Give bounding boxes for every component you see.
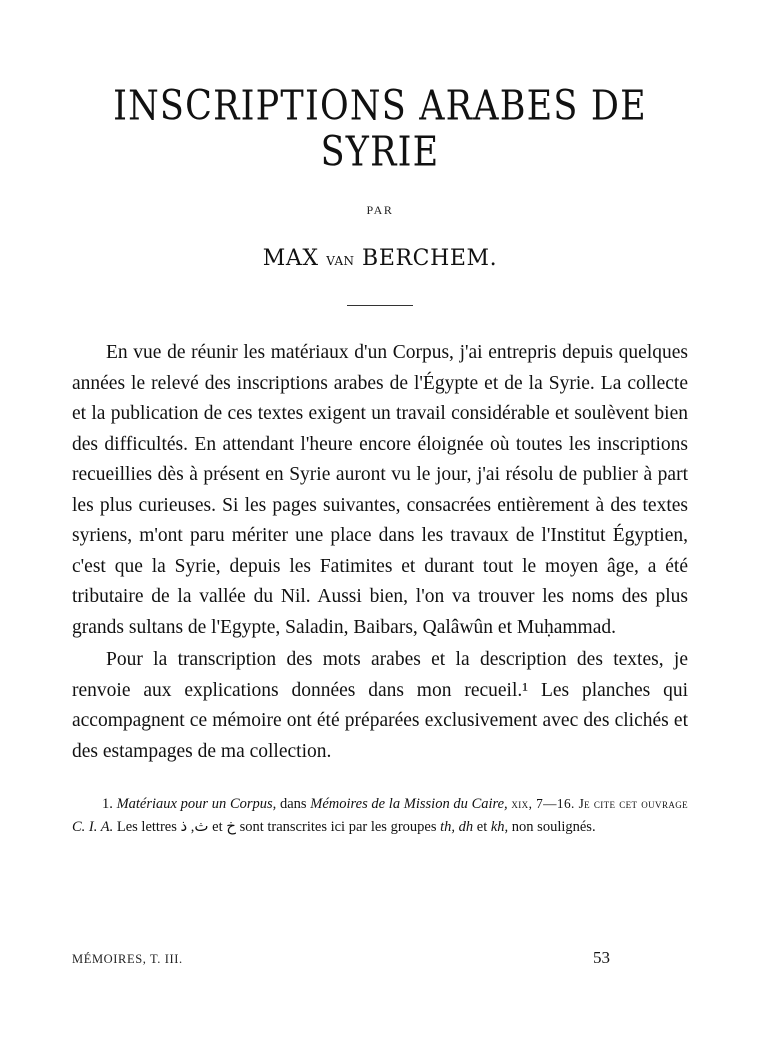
footnote-italic-kh: kh,	[490, 819, 509, 835]
footnote-text-4: sont transcrites ici par les groupes	[239, 819, 437, 835]
body-text	[72, 338, 688, 767]
byline-label: PAR	[366, 203, 394, 217]
page-content	[72, 84, 688, 838]
footnote-italic-th-dh: th, dh	[440, 819, 474, 835]
footnote-number: 1.	[102, 796, 113, 812]
footnote-text-6: non soulignés.	[511, 819, 596, 835]
title-divider	[347, 305, 413, 306]
footnote-text-et: et	[212, 819, 223, 835]
footer-series-label: MÉMOIRES, T. III.	[72, 952, 183, 966]
paragraph-1: En vue de réunir les matériaux d'un Corpus, j'ai entrepris depuis quelques années le relevé des inscriptions arabes de l'Égypte et de la Syrie. La collecte et la publication de ces textes exigent un travail considérable et soulèvent bien des difficultés. En attendant l'heure encore éloignée où toutes les inscriptions recueillies dès à présent en Syrie auront vu le jour, j'ai résolu de publier à part les plus curieuses. Si les pages suivantes, consacrées entièrement à des textes syriens, m'ont paru mériter une place dans les travaux de l'Institut Égyptien, c'est que la Syrie, depuis les Fatimites et durant tout le moyen âge, a été tributaire de la vallée du Nil. Aussi bien, l'on va trouver les noms des plus grands sultans de l'Egypte, Saladin, Baibars, Qalâwûn et Muḥammad.	[72, 342, 688, 638]
footnote-text-1: dans	[279, 796, 307, 812]
arabic-letter-dhal: ذ	[180, 817, 188, 835]
paragraph-2: Pour la transcription des mots arabes et la description des textes, je renvoie aux explications données dans mon recueil.¹ Les planches qui accompagnent ce mémoire ont été préparées exclusivement avec des clichés et des estampages de ma collection.	[72, 649, 688, 762]
author-last-name: BERCHEM.	[362, 246, 498, 271]
footnote-comma: ,	[190, 819, 195, 835]
footnote-1	[72, 793, 688, 838]
footnote-block	[72, 793, 688, 838]
footnote-italic-abbrev: C. I. A.	[72, 819, 114, 835]
footnote-text-2: xix, 7—16. Je cite cet ouvrage	[511, 796, 689, 811]
footnote-italic-journal: Mémoires de la Mission du Caire,	[310, 796, 508, 812]
author-name	[72, 246, 688, 271]
arabic-letter-tha: ث	[194, 817, 209, 835]
author-particle: van	[326, 250, 355, 270]
footnote-text-3: Les lettres	[116, 819, 177, 835]
page-number: 53	[593, 948, 610, 967]
arabic-letter-kha: خ	[226, 817, 236, 835]
author-first-name: MAX	[262, 246, 319, 271]
page-footer	[72, 948, 688, 968]
footnote-italic-title: Matériaux pour un Corpus,	[116, 796, 277, 812]
page-title: INSCRIPTIONS ARABES DE SYRIE	[113, 82, 647, 176]
footnote-text-5: et	[476, 819, 488, 835]
